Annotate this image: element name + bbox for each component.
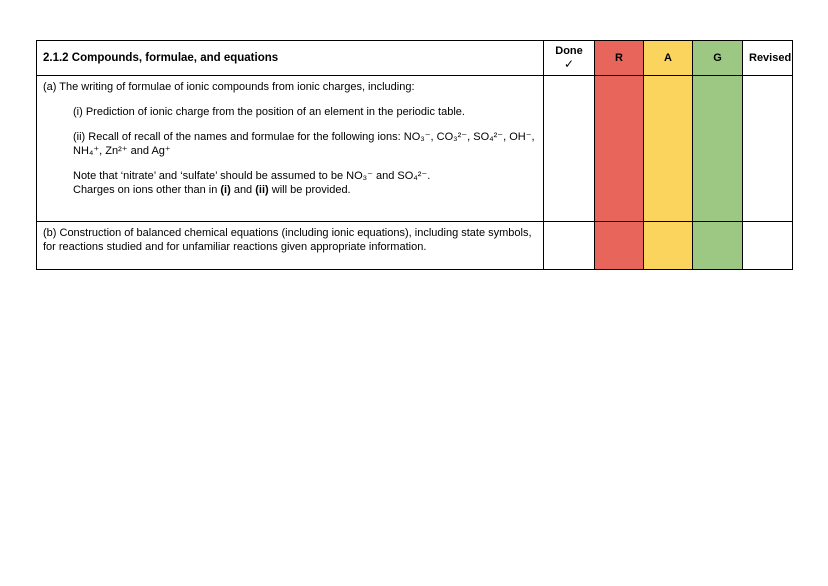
table-row-a xyxy=(37,76,793,222)
row-a-description xyxy=(37,76,544,222)
note-line-2-mid: and xyxy=(230,184,256,196)
note-line-2-post: will be provided. xyxy=(268,184,351,196)
row-a-done-cell xyxy=(544,76,595,222)
row-a-amber-cell xyxy=(644,76,693,222)
done-label: Done xyxy=(555,45,583,57)
column-header-amber: A xyxy=(644,41,693,76)
row-b-red-cell xyxy=(595,222,644,270)
note-line-2-pre: Charges on ions other than in xyxy=(73,184,221,196)
note-line-1: Note that ‘nitrate’ and ‘sulfate’ should be assumed to be NO₃⁻ and SO₄²⁻. xyxy=(73,170,431,182)
row-b-green-cell xyxy=(693,222,743,270)
row-b-description xyxy=(37,222,544,270)
row-a-red-cell xyxy=(595,76,644,222)
row-b-amber-cell xyxy=(644,222,693,270)
note-bold-ii: (ii) xyxy=(255,184,269,196)
row-a-note xyxy=(73,169,537,197)
row-b-revised-cell xyxy=(743,222,793,270)
row-a-sub-ii: (ii) Recall of recall of the names and formulae for the following ions: NO₃⁻, CO₃²⁻, SO₄²⁻, OH⁻, NH₄⁺, Zn²⁺ and Ag⁺ xyxy=(73,131,535,157)
row-a-revised-cell xyxy=(743,76,793,222)
row-b-text: (b) Construction of balanced chemical equations (including ionic equations), including state symbols, for reactions studied and for unfamiliar reactions given appropriate information. xyxy=(43,227,532,253)
column-header-red: R xyxy=(595,41,644,76)
column-header-green: G xyxy=(693,41,743,76)
column-header-done xyxy=(544,41,595,76)
row-a-sub-i: (i) Prediction of ionic charge from the position of an element in the periodic table. xyxy=(73,106,465,118)
row-a-green-cell xyxy=(693,76,743,222)
table-row-b xyxy=(37,222,793,270)
section-title: 2.1.2 Compounds, formulae, and equations xyxy=(37,41,544,76)
table-header-row xyxy=(37,41,793,76)
checkmark-icon: ✓ xyxy=(563,57,575,71)
specification-checklist-table xyxy=(36,40,793,270)
row-b-done-cell xyxy=(544,222,595,270)
column-header-revised: Revised xyxy=(743,41,793,76)
row-a-intro: (a) The writing of formulae of ionic compounds from ionic charges, including: xyxy=(43,81,415,93)
note-bold-i: (i) xyxy=(220,184,231,196)
